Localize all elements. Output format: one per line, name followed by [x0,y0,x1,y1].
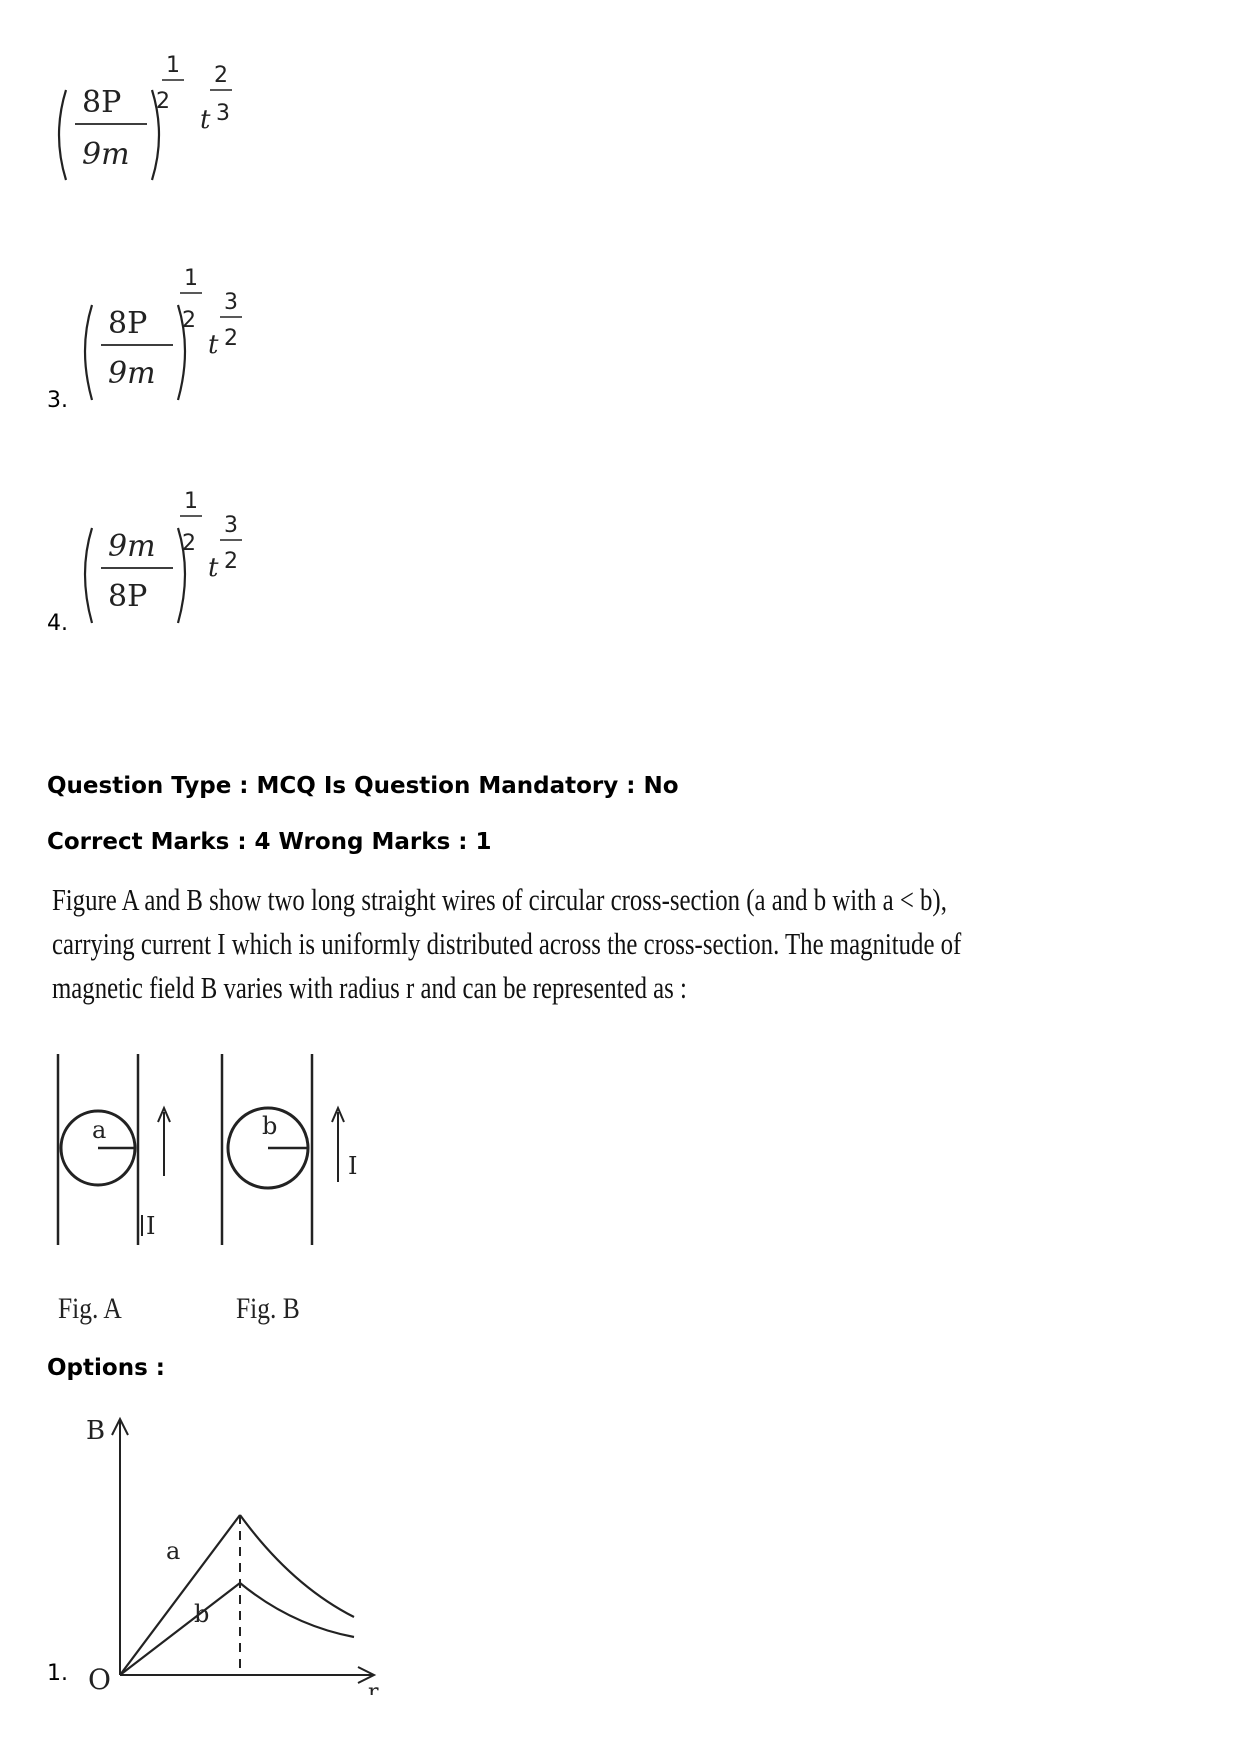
caption-fig-b: Fig. B [236,1292,300,1326]
question-text-line: magnetic field B varies with radius r and can be represented as : [52,970,687,1005]
b-vs-r-graph [76,1405,406,1695]
origin-label: O [88,1663,111,1695]
option-4 [76,488,336,638]
outer-exp-den: 2 [182,308,196,333]
marks-line: Correct Marks : 4 Wrong Marks : 1 [47,829,492,855]
question-type-line: Question Type : MCQ Is Question Mandatory : No [47,773,679,799]
question-text-line: carrying current I which is uniformly distributed across the cross-section. The magnitude of [52,926,962,961]
curve-b-label: b [194,1600,210,1628]
question-text-line: Figure A and B show two long straight wires of circular cross-section (a and b with a < b), [52,882,947,917]
option-1-graph [76,1405,406,1695]
caption-fig-a: Fig. A [58,1292,122,1326]
current-label-b: I [348,1152,358,1180]
option-1-number: 1. [47,1661,68,1686]
current-label-a: I [146,1212,156,1240]
inner-numerator: 8P [108,306,148,341]
option-2 [40,40,300,190]
option-4-number: 4. [47,611,68,636]
curve-b-outside [240,1583,354,1637]
option-3 [76,265,336,415]
formula-option-4 [76,488,336,638]
option-3-number: 3. [47,388,68,413]
inner-denominator: 9m [82,137,130,172]
radius-a-label: a [92,1116,107,1144]
outer-exp-num: 1 [184,489,198,514]
inner-denominator: 8P [108,579,148,614]
inner-denominator: 9m [108,356,156,391]
var-t: t [200,105,211,135]
formula-option-2 [40,40,300,190]
outer-exp-num: 1 [166,53,180,78]
curve-a-label: a [166,1537,181,1565]
var-exp-den: 3 [216,101,230,126]
question-text [52,878,1189,1010]
curve-a-outside [240,1515,354,1617]
var-exp-den: 2 [224,549,238,574]
var-exp-num: 3 [224,513,238,538]
var-t: t [208,553,219,583]
y-axis-label: B [86,1416,106,1446]
inner-numerator: 8P [82,85,122,120]
outer-exp-den: 2 [156,89,170,114]
var-t: t [208,330,219,360]
outer-exp-num: 1 [184,266,198,291]
radius-b-label: b [262,1112,278,1140]
wires-figure [40,1050,400,1330]
var-exp-num: 2 [214,63,228,88]
options-label: Options : [47,1355,165,1381]
var-exp-den: 2 [224,326,238,351]
wires-figure-svg [40,1050,400,1330]
x-axis-label: r [368,1680,379,1695]
formula-option-3 [76,265,336,415]
var-exp-num: 3 [224,290,238,315]
outer-exp-den: 2 [182,531,196,556]
inner-numerator: 9m [108,529,156,564]
